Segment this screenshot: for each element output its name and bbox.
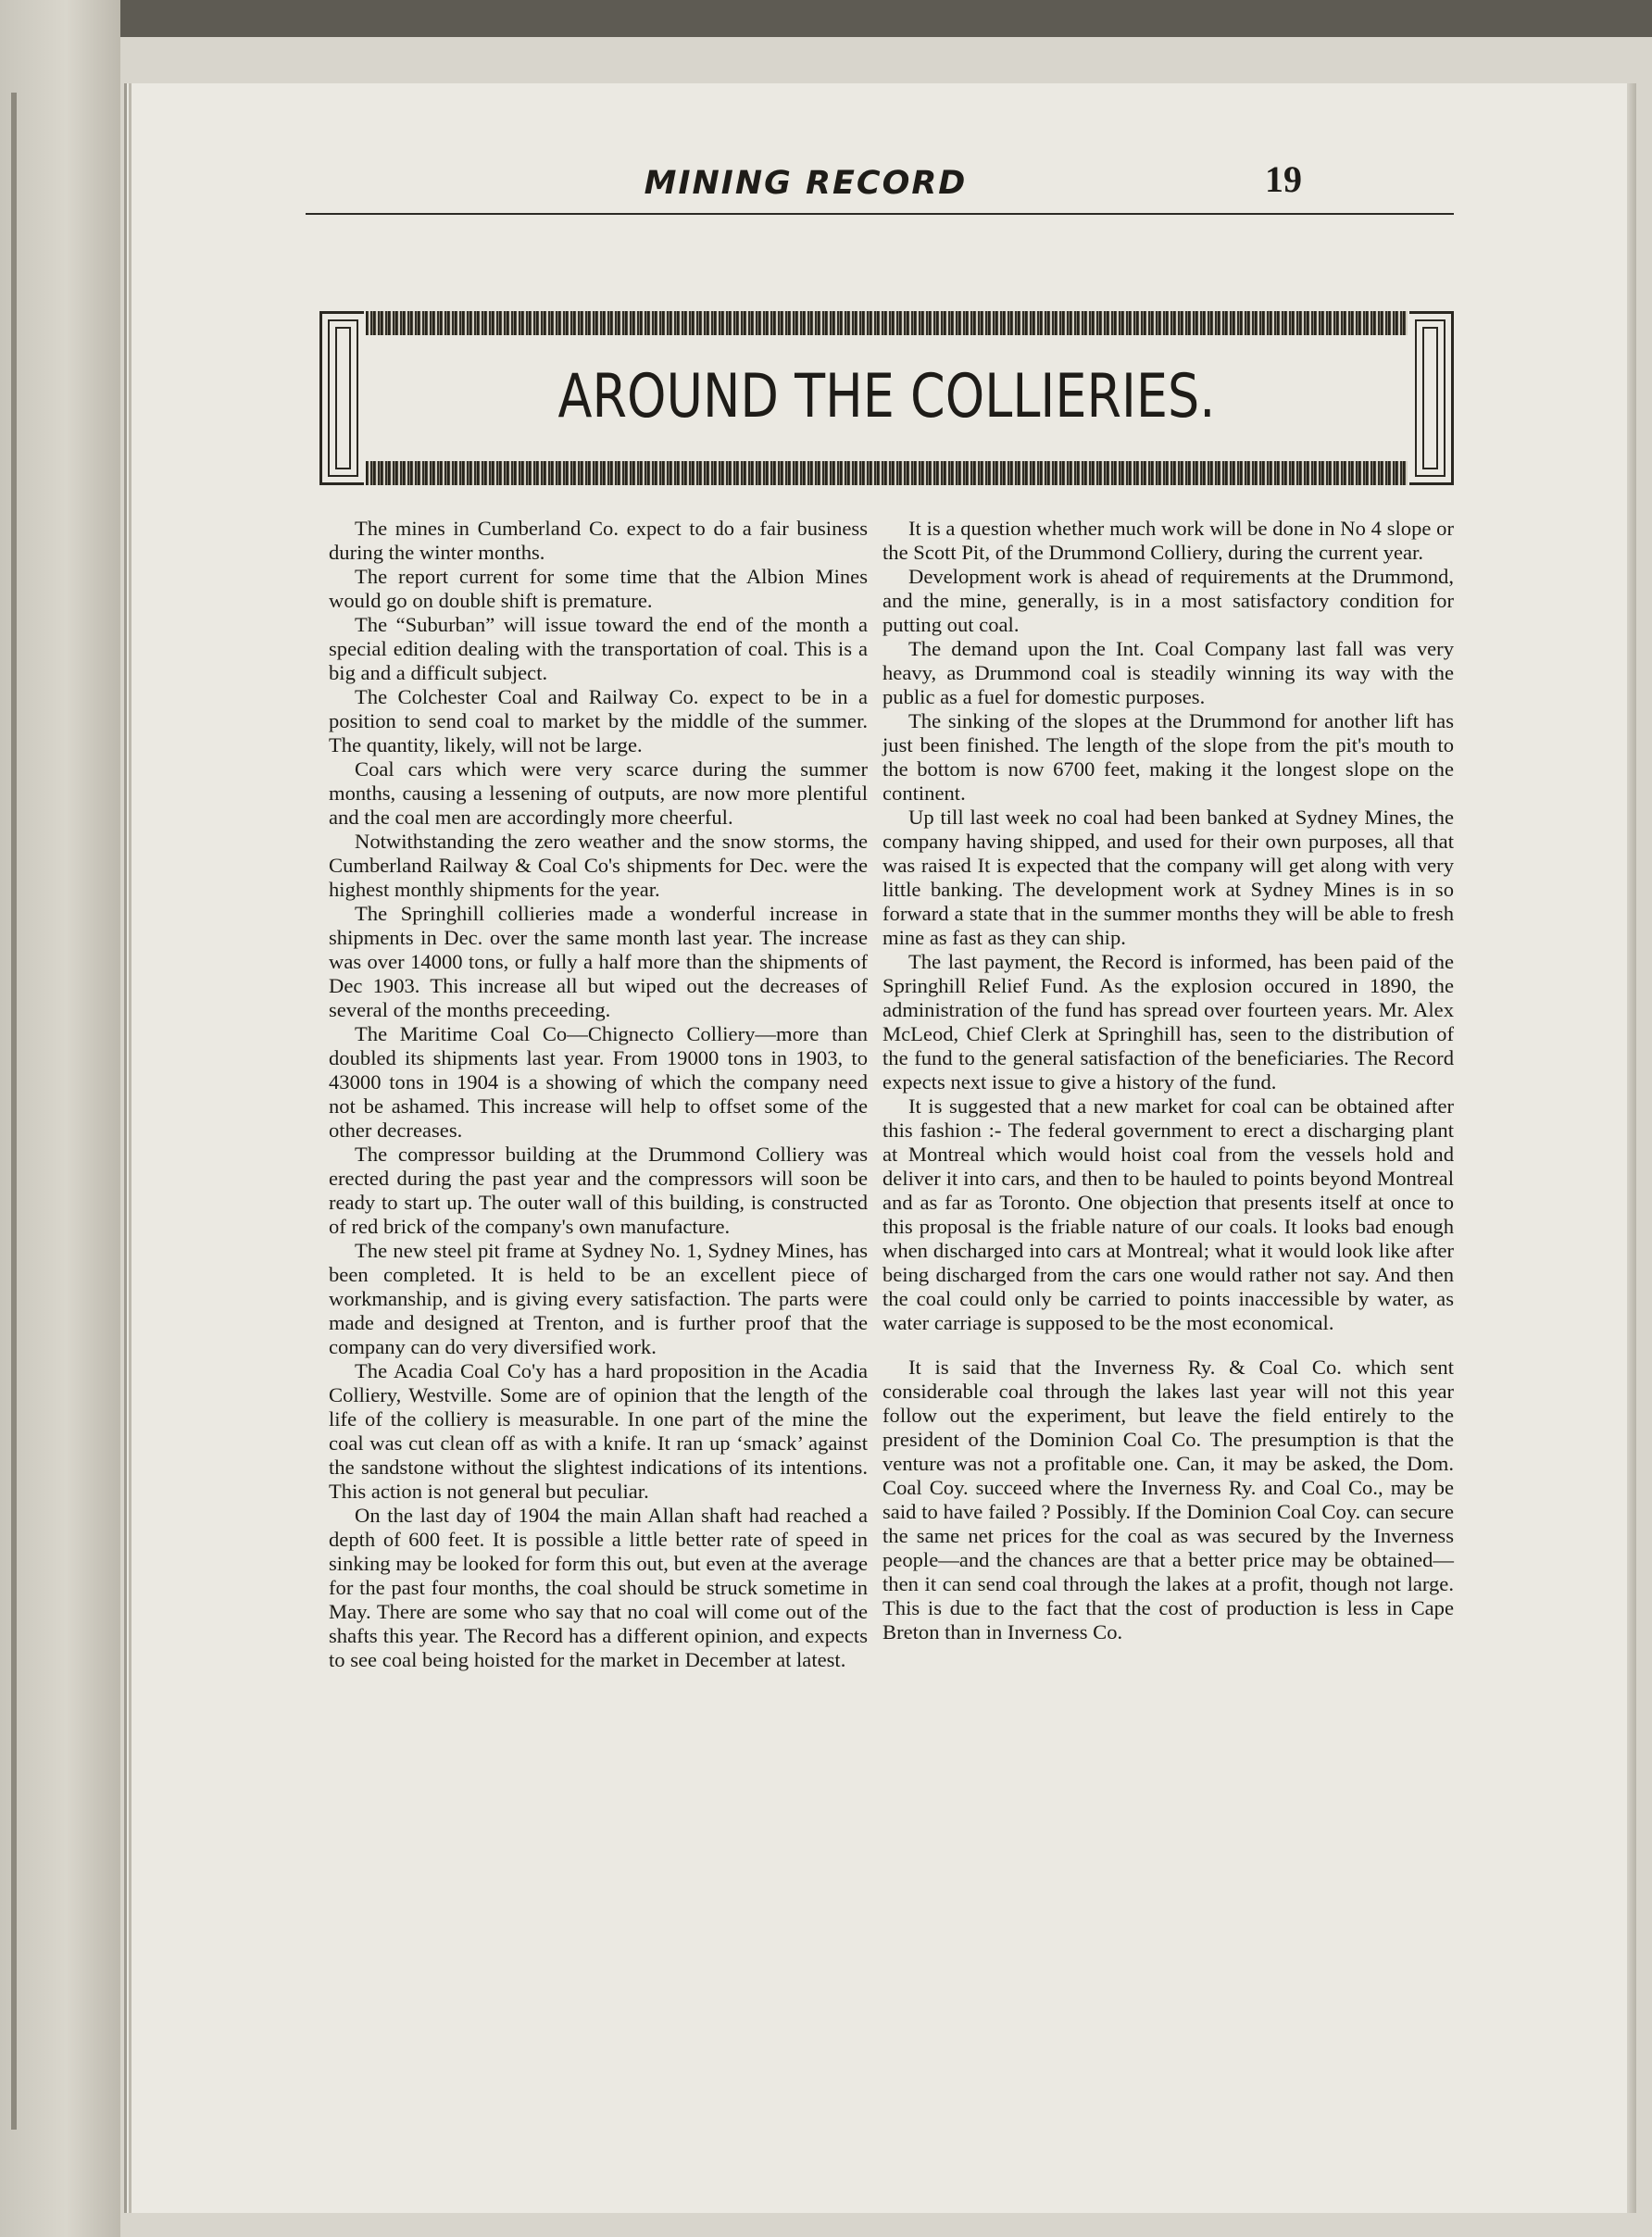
paragraph: The demand upon the Int. Coal Company last fall was very heavy, as Drummond coal is steadily winning its way with the public as a fuel for domestic purposes. — [882, 637, 1454, 708]
paragraph: It is a question whether much work will be done in No 4 slope or the Scott Pit, of the Drummond Colliery, during the current year. — [882, 517, 1454, 564]
paragraph: The mines in Cumberland Co. expect to do a fair business during the winter months. — [329, 517, 868, 564]
page-number: 19 — [1265, 158, 1302, 200]
section-title: AROUND THE COLLIERIES. — [557, 361, 1216, 431]
paragraph: The Colchester Coal and Railway Co. expect to be in a position to send coal to market by the middle of the summer. The quantity, likely, will not be large. — [329, 685, 868, 756]
paragraph: The report current for some time that the Albion Mines would go on double shift is premature. — [329, 565, 868, 612]
header-rule — [306, 213, 1454, 215]
paragraph: It is said that the Inverness Ry. & Coal Co. which sent considerable coal through the lakes last year will not this year follow out the experiment, but leave the field entirely to the president of the Dominion Coal Co. The presumption is that the venture was not a profitable one. Can, it may be asked, the Dom. Coal Coy. succeed where the Inverness Ry. and Coal Co., may be said to have failed ? Possibly. If the Dominion Coal Coy. can secure the same net prices for the coal as was secured by the Inverness people—and the chances are that a better price may be obtained—then it can send coal through the lakes at a profit, though not large. This is due to the fact that the cost of production is less in Cape Breton than in Inverness Co. — [882, 1356, 1454, 1643]
facing-page-fold — [11, 93, 17, 2130]
paragraph: The new steel pit frame at Sydney No. 1, Sydney Mines, has been completed. It is held to be an excellent piece of workmanship, and is giving every satisfaction. The parts were made and designed at Trenton, and is further proof that the company can do very diversified work. — [329, 1239, 868, 1358]
paragraph: The compressor building at the Drummond Colliery was erected during the past year and the compressors will soon be ready to start up. The outer wall of this building, is constructed of red brick of the company's own manufacture. — [329, 1143, 868, 1238]
paragraph: It is suggested that a new market for coal can be obtained after this fashion :- The federal government to erect a discharging plant at Montreal which would hoist coal from the vessels hold and deliver it into cars, and then to be hauled to points beyond Montreal and as far as Toronto. One objection that presents itself at once to this proposal is the friable nature of our coals. It looks bad enough when discharged into cars at Montreal; what it would look like after being discharged from the cars one would rather not say. And then the coal could only be carried to points inaccessible by water, as water carriage is supposed to be the most economical. — [882, 1094, 1454, 1334]
section-banner — [319, 306, 1454, 491]
paragraph: The last payment, the Record is informed, has been paid of the Springhill Relief Fund. As the explosion occured in 1890, the administration of the fund has spread over fourteen years. Mr. Alex McLeod, Chief Clerk at Springhill has, seen to the distribution of the fund to the general satisfaction of the beneficiaries. The Record expects next issue to give a history of the fund. — [882, 950, 1454, 1094]
paragraph: The “Suburban” will issue toward the end of the month a special edition dealing with the transportation of coal. This is a big and a difficult subject. — [329, 613, 868, 684]
paragraph: On the last day of 1904 the main Allan shaft had reached a depth of 600 feet. It is possible a little better rate of speed in sinking may be looked for form this out, but even at the average for the past four months, the coal should be struck sometime in May. There are some who say that no coal will come out of the shafts this year. The Record has a different opinion, and expects to see coal being hoisted for the market in December at latest. — [329, 1504, 868, 1671]
facing-page-edge — [0, 0, 120, 2237]
left-column — [329, 517, 868, 1672]
paragraph: Coal cars which were very scarce during the summer months, causing a lessening of outputs, are now more plentiful and the coal men are accordingly more cheerful. — [329, 757, 868, 829]
page-right-edge — [1627, 83, 1636, 2213]
banner-bottom-band — [366, 461, 1408, 485]
page-gutter-line — [129, 83, 131, 2213]
paragraph: Up till last week no coal had been banked at Sydney Mines, the company having shipped, and used for their own purposes, all that was raised It is expected that the company will get along with very little banking. The development work at Sydney Mines is in so forward a state that in the summer months they will be able to fresh mine as fast as they can ship. — [882, 806, 1454, 949]
banner-top-band — [366, 311, 1408, 335]
paragraph: The Maritime Coal Co—Chignecto Colliery—more than doubled its shipments last year. From 19000 tons in 1903, to 43000 tons in 1904 is a showing of which the company need not be ashamed. This increase will help to offset some of the other decreases. — [329, 1022, 868, 1142]
running-title: MINING RECORD — [644, 165, 968, 202]
paragraph: Development work is ahead of requirements at the Drummond, and the mine, generally, is in a most satisfactory condition for putting out coal. — [882, 565, 1454, 636]
banner-right-ornament — [1409, 311, 1454, 485]
banner-left-ornament — [319, 311, 364, 485]
paragraph: The sinking of the slopes at the Drummond for another lift has just been finished. The length of the slope from the pit's mouth to the bottom is now 6700 feet, making it the longest slope on the continent. — [882, 709, 1454, 805]
right-column — [882, 517, 1454, 1644]
paragraph: The Acadia Coal Co'y has a hard proposition in the Acadia Colliery, Westville. Some are of opinion that the length of the life of the colliery is measurable. In one part of the mine the coal was cut clean off as with a knife. It ran up ‘smack’ against the sandstone without the slightest indications of its intentions. This action is not general but peculiar. — [329, 1359, 868, 1503]
paragraph: Notwithstanding the zero weather and the snow storms, the Cumberland Railway & Coal Co's shipments for Dec. were the highest monthly shipments for the year. — [329, 830, 868, 901]
paragraph: The Springhill collieries made a wonderful increase in shipments in Dec. over the same month last year. The increase was over 14000 tons, or fully a half more than the shipments of Dec 1903. This increase all but wiped out the decreases of several of the months preceeding. — [329, 902, 868, 1021]
